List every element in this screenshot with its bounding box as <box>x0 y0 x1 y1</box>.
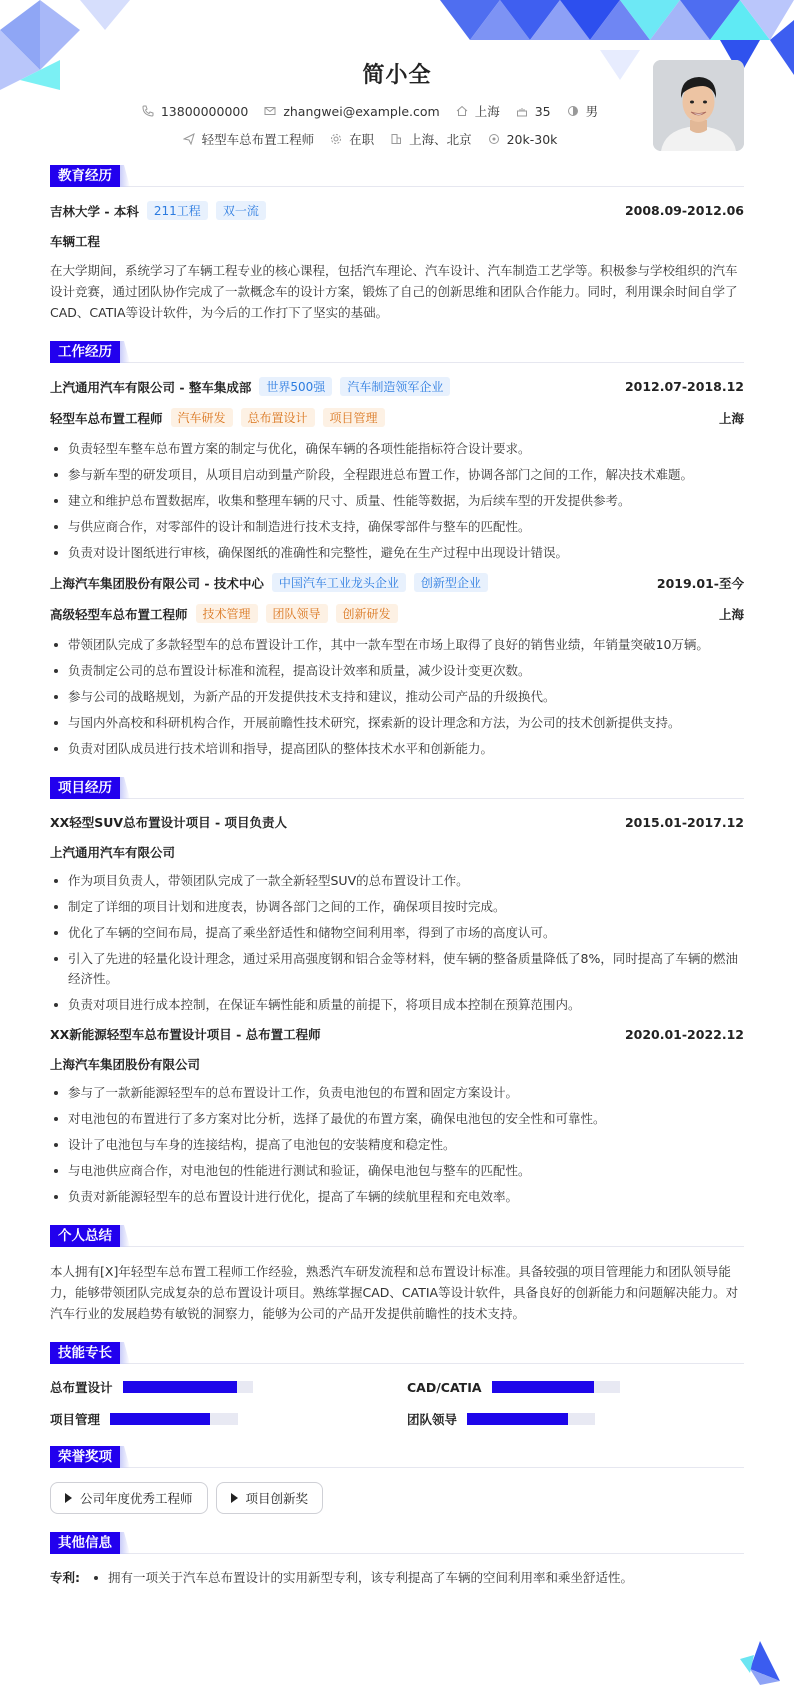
company-tag: 中国汽车工业龙头企业 <box>272 573 406 592</box>
work-company-row <box>50 573 744 592</box>
skill-item <box>407 1378 744 1396</box>
city-info <box>456 102 500 120</box>
salary-info <box>488 132 558 147</box>
skills-title <box>50 1342 744 1364</box>
list-item: 负责对项目进行成本控制，在保证车辆性能和质量的前提下，将项目成本控制在预算范围内。 <box>50 995 744 1015</box>
award-chip <box>50 1482 208 1514</box>
project-title: XX新能源轻型车总布置设计项目 - 总布置工程师 <box>50 1027 321 1042</box>
project-row <box>50 813 744 831</box>
skill-bar-fill <box>110 1413 210 1425</box>
position-tag: 汽车研发 <box>171 408 233 427</box>
projects-title <box>50 777 744 799</box>
cake-icon <box>516 105 528 117</box>
education-title <box>50 165 744 187</box>
award-list <box>50 1482 744 1514</box>
work-location: 上海 <box>718 606 744 622</box>
position-tag: 项目管理 <box>323 408 385 427</box>
email-icon <box>264 105 276 117</box>
work-period: 2019.01-至今 <box>656 575 744 591</box>
work-title-label: 工作经历 <box>50 341 120 363</box>
work-company-row <box>50 377 744 396</box>
age-text: 35 <box>534 103 551 119</box>
list-item: 负责轻型车整车总布置方案的制定与优化，确保车辆的各项性能指标符合设计要求。 <box>50 439 744 459</box>
summary-text: 本人拥有[X]年轻型车总布置工程师工作经验，熟悉汽车研发流程和总布置设计标准。具备较强的项目管理能力和团队领导能力，能够带领团队完成复杂的总布置设计项目。熟练掌握CAD、CATIA等设计软件，具备良好的创新能力和问题解决能力。对汽车行业的发展趋势有敏锐的洞察力，能够为公司的产品开发提供前瞻性的技术支持。 <box>50 1264 739 1321</box>
list-item: 与国内外高校和科研机构合作，开展前瞻性技术研究，探索新的设计理念和方法，为公司的技术创新提供支持。 <box>50 713 744 733</box>
award-label: 项目创新奖 <box>245 1491 309 1506</box>
target-city-text: 上海、北京 <box>409 132 472 147</box>
position-tag: 团队领导 <box>266 604 328 623</box>
project-entry <box>50 813 744 1015</box>
building-icon <box>390 133 402 145</box>
skill-bar <box>123 1381 253 1393</box>
position-name: 高级轻型车总布置工程师 <box>50 606 188 622</box>
gender-text: 男 <box>585 104 599 119</box>
patent-label: 专利: <box>50 1570 80 1585</box>
other-section <box>50 1532 744 1594</box>
project-company: 上海汽车集团股份有限公司 <box>50 1057 201 1072</box>
skill-name: CAD/CATIA <box>407 1379 482 1395</box>
patent-row <box>50 1568 744 1594</box>
work-title <box>50 341 744 363</box>
position-tag: 总布置设计 <box>241 408 315 427</box>
education-period: 2008.09-2012.06 <box>624 203 744 218</box>
work-section <box>50 341 744 759</box>
other-title-label: 其他信息 <box>50 1532 120 1554</box>
list-item: 与供应商合作，对零部件的设计和制造进行技术支持，确保零部件与整车的匹配性。 <box>50 517 744 537</box>
company-name: 上汽通用汽车有限公司 - 整车集成部 <box>50 379 252 395</box>
job-intent-row <box>0 130 740 148</box>
project-list <box>50 871 744 1015</box>
play-icon <box>65 1493 72 1503</box>
summary-title <box>50 1225 744 1247</box>
list-item: 作为项目负责人，带领团队完成了一款全新轻型SUV的总布置设计工作。 <box>50 871 744 891</box>
email-text: zhangwei@example.com <box>283 103 440 119</box>
phone-icon <box>142 105 154 117</box>
project-list <box>50 1083 744 1207</box>
skill-bar-fill <box>123 1381 237 1393</box>
work-entry <box>50 573 744 759</box>
company-tag: 世界500强 <box>259 377 332 396</box>
position-tag: 技术管理 <box>196 604 258 623</box>
skill-bar-fill <box>492 1381 594 1393</box>
coin-icon <box>488 133 500 145</box>
company-tag: 汽车制造领军企业 <box>340 377 450 396</box>
project-entry <box>50 1025 744 1207</box>
list-item: 负责对设计图纸进行审核，确保图纸的准确性和完整性，避免在生产过程中出现设计错误。 <box>50 543 744 563</box>
target-job-text: 轻型车总布置工程师 <box>201 132 315 147</box>
education-section <box>50 165 744 323</box>
position-name: 轻型车总布置工程师 <box>50 410 163 426</box>
education-row <box>50 201 744 220</box>
duty-list <box>50 439 744 563</box>
avatar <box>653 60 744 151</box>
project-company: 上汽通用汽车有限公司 <box>50 845 176 860</box>
company-name: 上海汽车集团股份有限公司 - 技术中心 <box>50 575 264 591</box>
target-job-info <box>183 130 315 148</box>
list-item: 与电池供应商合作，对电池包的性能进行测试和验证，确保电池包与整车的匹配性。 <box>50 1161 744 1181</box>
list-item: 制定了详细的项目计划和进度表，协调各部门之间的工作，确保项目按时完成。 <box>50 897 744 917</box>
phone-info <box>142 104 248 119</box>
city-text: 上海 <box>474 104 500 119</box>
skill-bar <box>467 1413 595 1425</box>
skill-bar <box>492 1381 620 1393</box>
skill-item <box>50 1410 387 1428</box>
work-location: 上海 <box>718 410 744 426</box>
list-item: 参与新车型的研发项目，从项目启动到量产阶段，全程跟进总布置工作，协调各部门之间的工作，解决技术难题。 <box>50 465 744 485</box>
skill-name: 总布置设计 <box>50 1380 113 1395</box>
target-city-info <box>390 130 472 148</box>
duty-list <box>50 635 744 759</box>
candidate-name: 简小全 <box>362 63 432 88</box>
play-icon <box>231 1493 238 1503</box>
list-item: 设计了电池包与车身的连接结构，提高了电池包的安装精度和稳定性。 <box>50 1135 744 1155</box>
phone-text: 13800000000 <box>160 103 249 119</box>
school-tag: 双一流 <box>216 201 266 220</box>
project-row <box>50 1025 744 1043</box>
home-icon <box>456 105 468 117</box>
list-item: 拥有一项关于汽车总布置设计的实用新型专利，该专利提高了车辆的空间利用率和乘坐舒适性。 <box>90 1568 633 1588</box>
list-item: 带领团队完成了多款轻型车的总布置设计工作，其中一款车型在市场上取得了良好的销售业绩，年销量突破10万辆。 <box>50 635 744 655</box>
skill-name: 团队领导 <box>407 1412 458 1427</box>
project-period: 2015.01-2017.12 <box>624 814 744 830</box>
patent-list <box>90 1568 633 1594</box>
list-item: 负责对新能源轻型车的总布置设计进行优化，提高了车辆的续航里程和充电效率。 <box>50 1187 744 1207</box>
summary-section <box>50 1225 744 1324</box>
work-period: 2012.07-2018.12 <box>624 379 744 394</box>
avatar-portrait <box>653 60 744 151</box>
skill-name: 项目管理 <box>50 1412 101 1427</box>
list-item: 引入了先进的轻量化设计理念，通过采用高强度钢和铝合金等材料，使车辆的整备质量降低了8%，同时提高了车辆的燃油经济性。 <box>50 949 744 989</box>
skill-bar <box>110 1413 238 1425</box>
list-item: 建立和维护总布置数据库，收集和整理车辆的尺寸、质量、性能等数据，为后续车型的开发提供参考。 <box>50 491 744 511</box>
email-info <box>264 104 439 119</box>
list-item: 对电池包的布置进行了多方案对比分析，选择了最优的布置方案，确保电池包的安全性和可靠性。 <box>50 1109 744 1129</box>
projects-title-label: 项目经历 <box>50 777 120 799</box>
work-position-row <box>50 604 744 623</box>
work-entry <box>50 377 744 563</box>
skill-item <box>50 1378 387 1396</box>
position-tag: 创新研发 <box>336 604 398 623</box>
age-info <box>516 104 551 119</box>
skill-item <box>407 1410 744 1428</box>
list-item: 优化了车辆的空间布局，提高了乘坐舒适性和储物空间利用率，得到了市场的高度认可。 <box>50 923 744 943</box>
projects-section <box>50 777 744 1207</box>
skill-grid <box>50 1378 744 1428</box>
status-info <box>330 130 374 148</box>
work-position-row <box>50 408 744 427</box>
skills-title-label: 技能专长 <box>50 1342 120 1364</box>
education-title-label: 教育经历 <box>50 165 120 187</box>
company-tag: 创新型企业 <box>414 573 488 592</box>
award-label: 公司年度优秀工程师 <box>80 1491 193 1506</box>
project-period: 2020.01-2022.12 <box>624 1026 744 1042</box>
salary-text: 20k-30k <box>506 131 558 147</box>
footer-decoration <box>740 1641 780 1685</box>
gear-icon <box>330 133 342 145</box>
status-text: 在职 <box>349 132 375 147</box>
gender-icon <box>567 105 579 117</box>
school-tag: 211工程 <box>147 201 208 220</box>
school-name: 吉林大学 - 本科 <box>50 203 139 219</box>
list-item: 负责对团队成员进行技术培训和指导，提高团队的整体技术水平和创新能力。 <box>50 739 744 759</box>
other-title <box>50 1532 744 1554</box>
summary-title-label: 个人总结 <box>50 1225 120 1247</box>
award-chip <box>216 1482 324 1514</box>
profile-header <box>0 0 794 165</box>
list-item: 负责制定公司的总布置设计标准和流程，提高设计效率和质量，减少设计变更次数。 <box>50 661 744 681</box>
list-item: 参与了一款新能源轻型车的总布置设计工作，负责电池包的布置和固定方案设计。 <box>50 1083 744 1103</box>
awards-title-label: 荣誉奖项 <box>50 1446 120 1468</box>
contact-row <box>0 102 740 120</box>
project-title: XX轻型SUV总布置设计项目 - 项目负责人 <box>50 815 287 830</box>
skills-section <box>50 1342 744 1428</box>
gender-info <box>567 102 599 120</box>
education-description: 在大学期间，系统学习了车辆工程专业的核心课程，包括汽车理论、汽车设计、汽车制造工艺学等。积极参与学校组织的汽车设计竞赛，通过团队协作完成了一款概念车的设计方案，锻炼了自己的创新思维和团队合作能力。同时，利用课余时间自学了CAD、CATIA等设计软件，为今后的工作打下了坚实的基础。 <box>50 263 738 320</box>
awards-title <box>50 1446 744 1468</box>
skill-bar-fill <box>467 1413 568 1425</box>
major: 车辆工程 <box>50 234 101 249</box>
list-item: 参与公司的战略规划，为新产品的开发提供技术支持和建议，推动公司产品的升级换代。 <box>50 687 744 707</box>
send-icon <box>183 133 195 145</box>
awards-section <box>50 1446 744 1514</box>
